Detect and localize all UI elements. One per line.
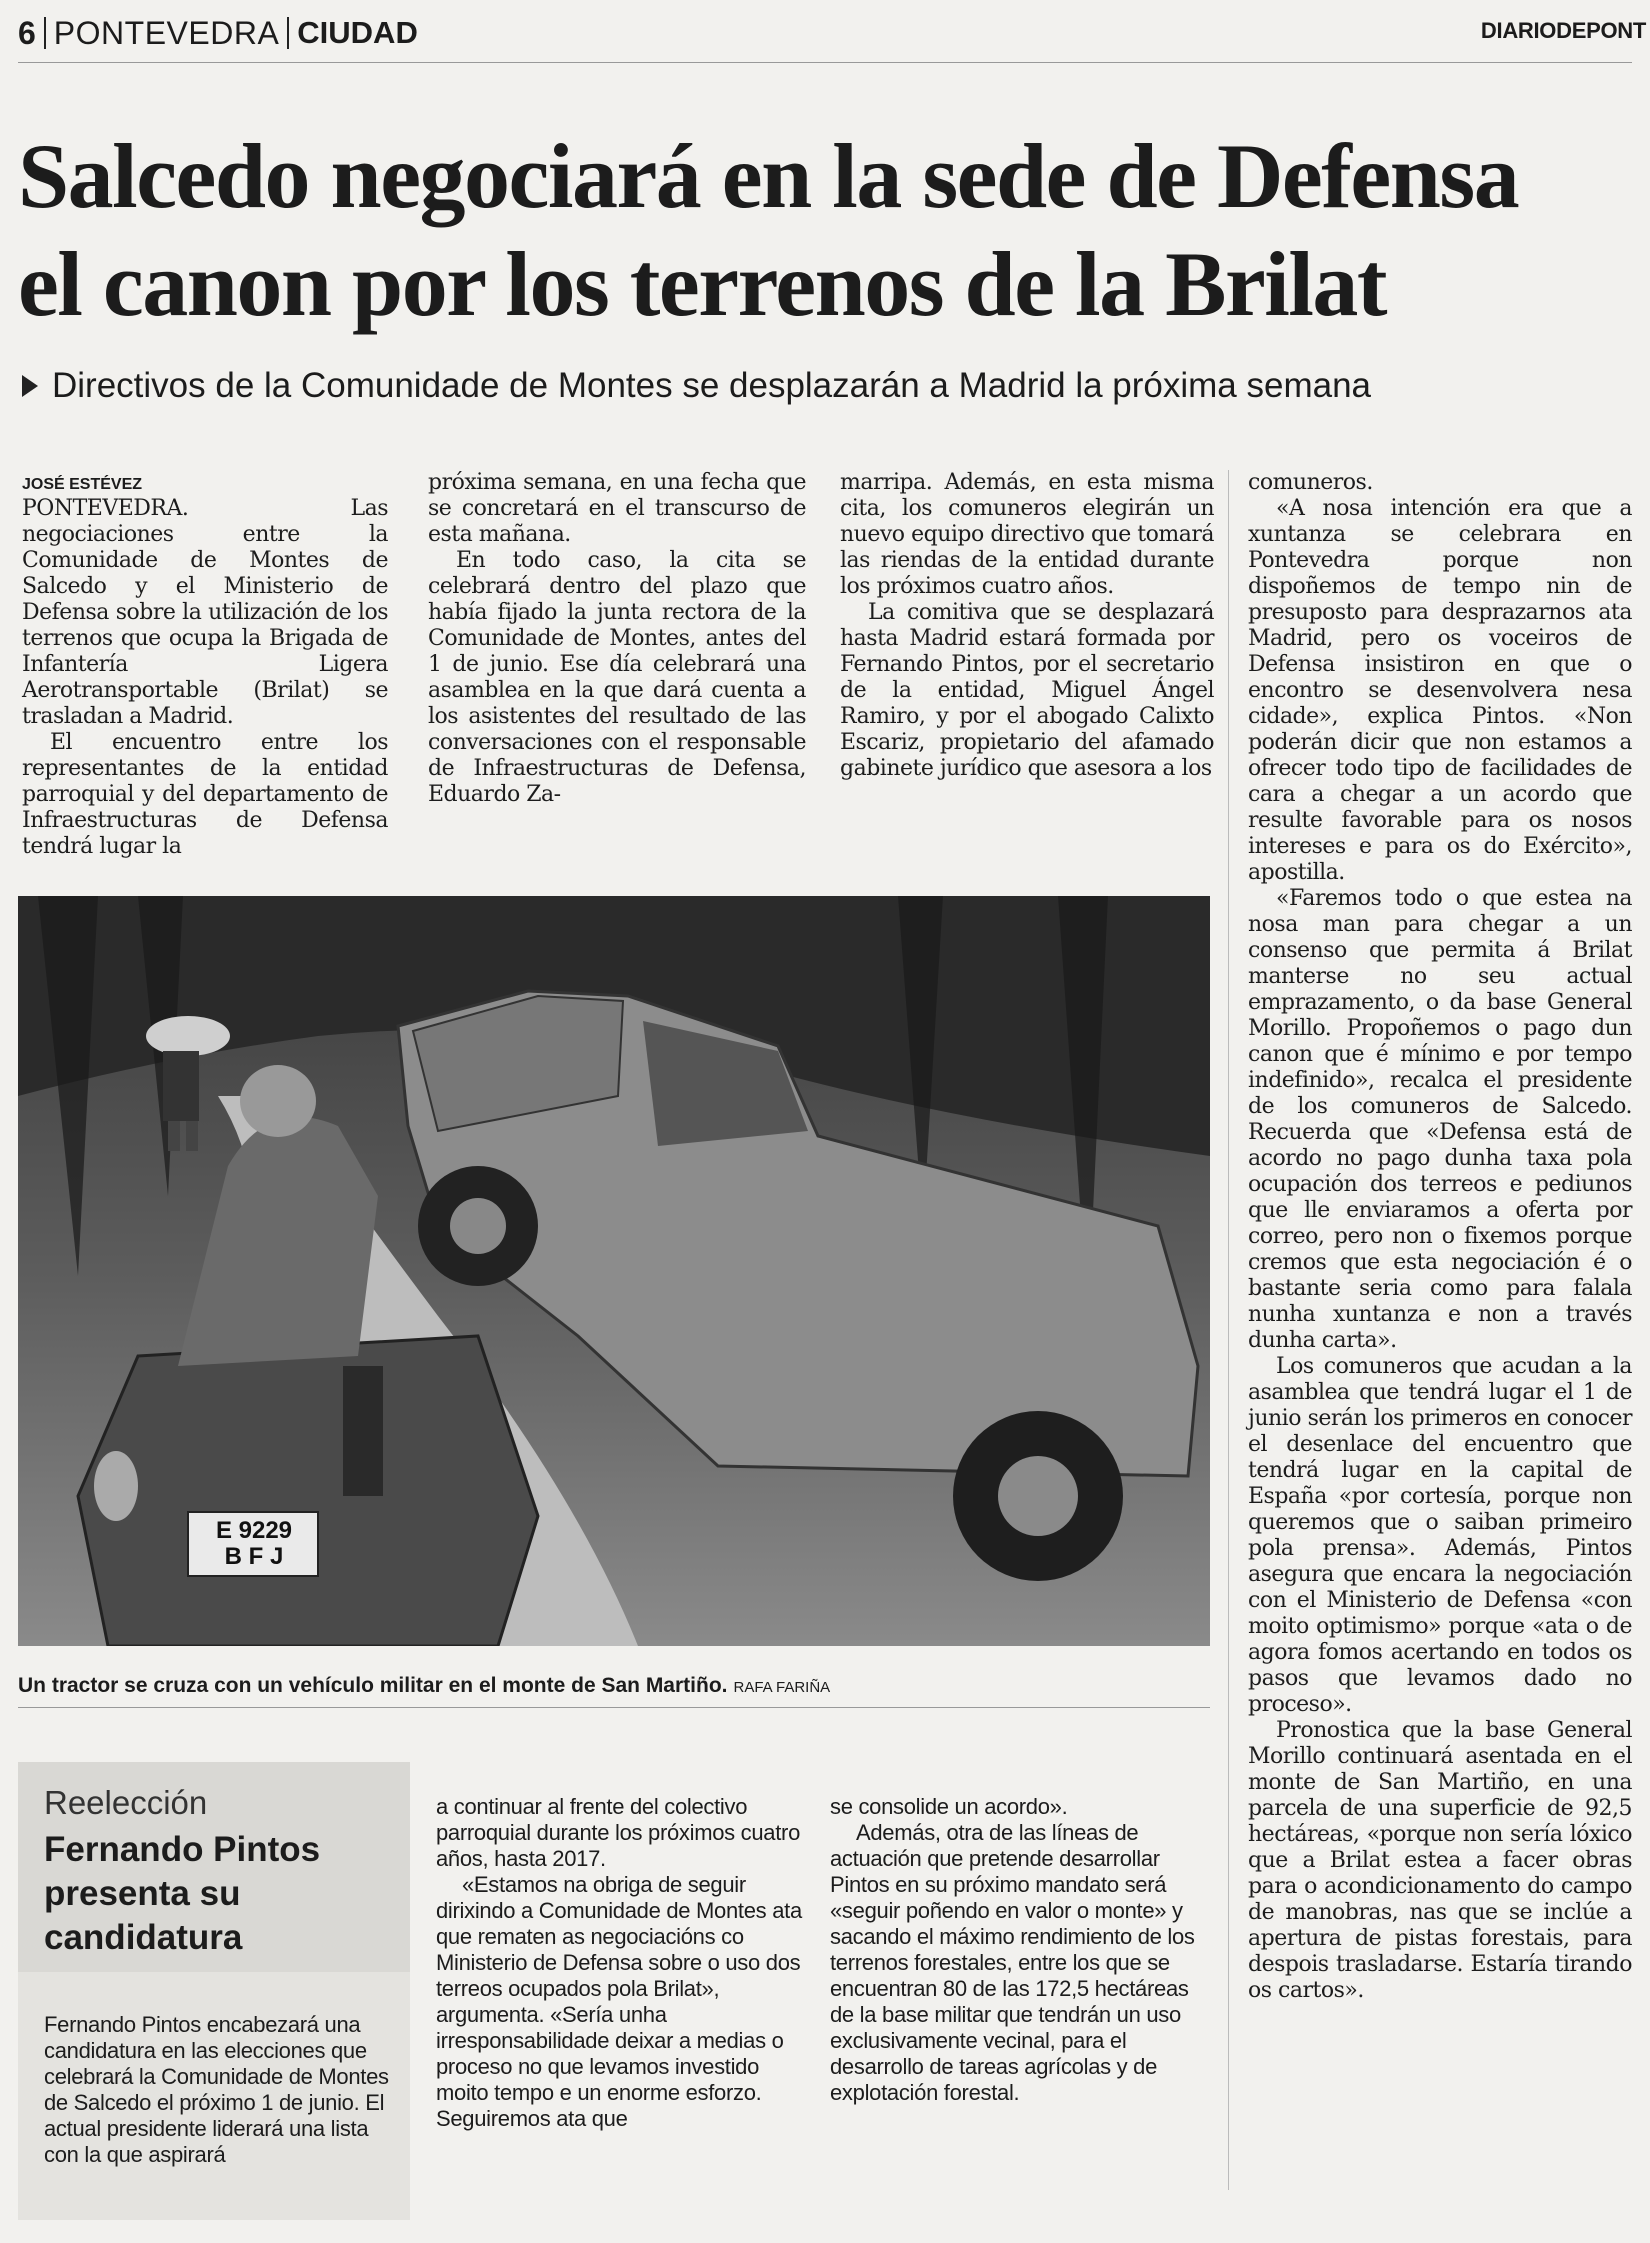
article-column-2 <box>428 470 806 808</box>
column-rule <box>1228 470 1229 2190</box>
page-number: 6 <box>18 14 36 51</box>
plate-line-2: B F J <box>224 1543 284 1570</box>
paragraph: La comitiva que se desplazará hasta Madrid estará formada por Fernando Pintos, por el secretario de la entidad, Miguel Ángel Ramiro, y por el abogado Calixto Escariz, propietario del afamado gabinete jurídico que asesora a los <box>840 600 1214 781</box>
sidebar-title: Fernando Pintos presenta su candidatura <box>44 1830 321 1957</box>
headline-line-1: Salcedo negociará en la sede de Defensa <box>18 125 1519 227</box>
paragraph <box>22 496 388 730</box>
page-header <box>18 12 418 54</box>
section-label: PONTEVEDRA <box>53 14 280 51</box>
sidebar-column-3 <box>830 1794 1208 2106</box>
triangle-bullet-icon <box>22 375 38 397</box>
divider <box>44 17 46 49</box>
subheadline-text: Directivos de la Comunidade de Montes se desplazarán a Madrid la próxima semana <box>52 366 1372 405</box>
paragraph: comuneros. <box>1248 470 1373 495</box>
paragraph: se consolide un acordo». <box>830 1794 1068 1819</box>
plate-line-1: E 9229 <box>215 1517 293 1544</box>
paragraph-text: Las negociaciones entre la Comunidade de Montes de Salcedo y el Ministerio de Defensa sobre la utilización de los terrenos que ocupa la Brigada de Infantería Ligera Aerotransportable (Brilat) se trasladan a Madrid. <box>22 496 388 729</box>
paragraph: marripa. Además, en esta misma cita, los comuneros elegirán un nuevo equipo directivo que tomará las riendas de la entidad durante los próximos cuatro años. <box>840 470 1214 599</box>
article-column-3 <box>840 470 1214 782</box>
license-plate <box>194 1518 314 1570</box>
photo-caption <box>18 1674 830 1698</box>
headline-line-2: el canon por los terrenos de la Brilat <box>18 233 1387 335</box>
paragraph: a continuar al frente del colectivo parroquial durante los próximos cuatro años, hasta 2017. <box>436 1794 801 1871</box>
header-rule <box>18 62 1632 63</box>
photo-credit: RAFA FARIÑA <box>733 1679 831 1696</box>
sidebar-column-2 <box>436 1794 802 2132</box>
paragraph: «Faremos todo o que estea na nosa man para chegar a un consenso que permita á Brilat manterse no seu actual emprazamento, o da base General Morillo. Propoñemos o pago dun canon que é mínimo e por tempo indefinido», recalca el presidente de los comuneros de Salcedo. Recuerda que «Defensa está de acordo no pago dunha taxa pola ocupación dos terreos e pediunos que lle enviaramos a oferta por correo, pero non o fixemos porque cremos que esta negociación é o bastante seria como para falala nunha xuntanza e non a través dunha carta». <box>1248 886 1632 1353</box>
paragraph: En todo caso, la cita se celebrará dentro del plazo que había fijado la junta rectora de la Comunidade de Montes, antes del 1 de junio. Ese día celebrará una asamblea en la que dará cuenta a los asistentes del resultado de las conversaciones con el responsable de Infraestructuras de Defensa, Eduardo Za- <box>428 548 806 807</box>
paragraph: «A nosa intención era que a xuntanza se celebrara en Pontevedra porque non dispoñemos de tempo nin de presuposto para desprazarnos ata Madrid, pero os voceiros de Defensa insistiron en que o encontro se desenvolvera nesa cidade», explica Pintos. «Non poderán dicir que non estamos a ofrecer todo tipo de facilidades de cara a chegar a un acordo que resulte favorable para os nosos intereses e para os do Exército», apostilla. <box>1248 496 1632 885</box>
paragraph: «Estamos na obriga de seguir dirixindo a Comunidade de Montes ata que rematen as negociacións co Ministerio de Defensa sobre o uso dos terreos ocupados pola Brilat», argumenta. «Sería unha irresponsabilidade deixar a medias o proceso no que levamos investido moito tempo e un enorme esforzo. Seguiremos ata que <box>436 1872 802 2131</box>
paragraph: Fernando Pintos encabezará una candidatura en las elecciones que celebrará la Comunidade de Montes de Salcedo el próximo 1 de junio. El actual presidente liderará una lista con la que aspirará <box>44 2012 389 2167</box>
sidebar-column-1 <box>44 2012 390 2168</box>
caption-text: Un tractor se cruza con un vehículo militar en el monte de San Martiño. <box>18 1674 728 1697</box>
sidebar-kicker: Reelección <box>44 1784 208 1821</box>
paragraph: Además, otra de las líneas de actuación que pretende desarrollar Pintos en su próximo mandato será «seguir poñendo en valor o monte» y sacando el máximo rendimiento de los terrenos forestales, entre los que se encuentran 80 de las 172,5 hectáreas de la base militar que tendrán un uso exclusivamente vecinal, para el desarrollo de tareas agrícolas y de explotación forestal. <box>830 1820 1195 2105</box>
paragraph: El encuentro entre los representantes de la entidad parroquial y del departamento de Infraestructuras de Defensa tendrá lugar la <box>22 730 388 859</box>
paragraph: Los comuneros que acudan a la asamblea que tendrá lugar el 1 de junio serán los primeros en conocer el desenlace del encuentro que tendrá lugar en la capital de España «por cortesía, porque non queremos que o saiban primeiro pola prensa». Además, Pintos asegura que encara la negociación con el Ministerio de Defensa «con moito optimismo» porque «ata o de agora fomos acertando en todos os pasos que levamos dado no proceso». <box>1248 1354 1632 1717</box>
paragraph: próxima semana, en una fecha que se concretará en el transcurso de esta mañana. <box>428 470 806 547</box>
category-label: CIUDAD <box>297 15 418 50</box>
news-photo <box>18 896 1210 1646</box>
dateline: PONTEVEDRA. <box>22 496 189 521</box>
caption-rule <box>18 1707 1210 1708</box>
newspaper-logo: DIARIODEPONT <box>1480 18 1646 43</box>
subheadline <box>22 366 1371 406</box>
article-column-4 <box>1248 470 1632 2004</box>
divider <box>287 17 289 49</box>
paragraph: Pronostica que la base General Morillo continuará asentada en el monte de San Martiño, en una parcela de una superficie de 92,5 hectáreas, «porque non sería lóxico que a Brilat estea a facer obras para o acondicionamento do campo de manobras, nas que se inclúe a apertura de pistas forestais, para despois trasladarse. Estaría tirando os cartos». <box>1248 1718 1632 2003</box>
headline <box>18 122 1638 338</box>
byline: JOSÉ ESTÉVEZ <box>22 476 143 493</box>
article-column-1 <box>22 496 388 860</box>
sidebar-header <box>18 1762 410 1972</box>
